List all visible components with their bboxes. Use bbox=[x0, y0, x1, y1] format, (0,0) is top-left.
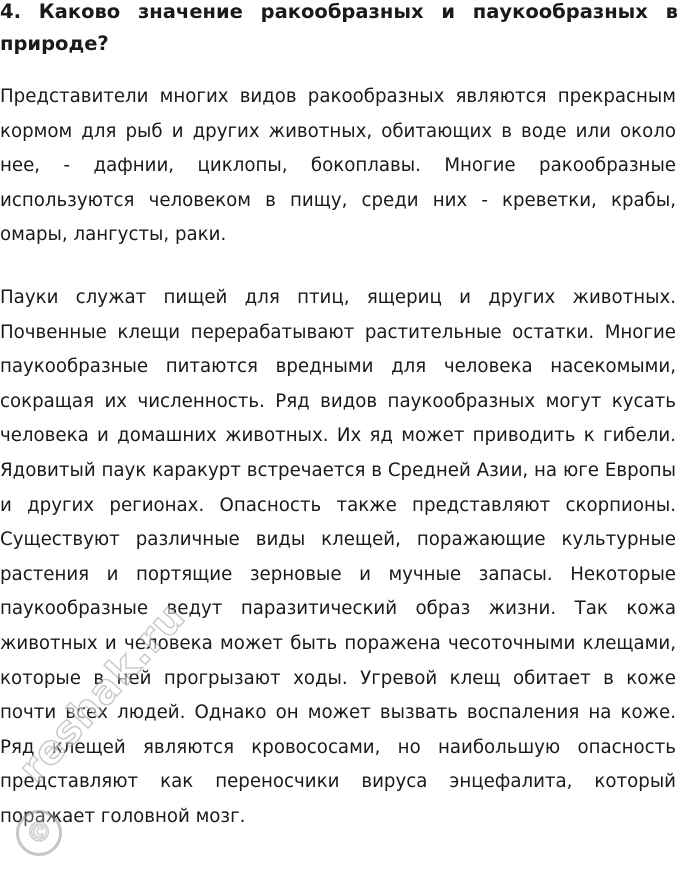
watermark-text: reshak.ru bbox=[9, 593, 195, 792]
answer-paragraph-2: Пауки служат пищей для птиц, ящериц и других животных. Почвенные клещи перерабатывают растительные остатки. Многие паукообразные питаются вредными для человека насекомыми, сокращая их численность. Ряд видов паукообразных могут кусать человека и домашних животных. Их яд может приводить к гибели. Ядовитый паук каракурт встречается в Средней Азии, на юге Европы и других регионах. Опасность также представляют скорпионы. Существуют различные виды клещей, поражающие культурные растения и портящие зерновые и мучные запасы. Некоторые паукообразные ведут паразитический образ жизни. Так кожа животных и человека может быть поражена чесоточными клещами, которые в ней прогрызают ходы. Угревой клещ обитает в коже почти всех людей. Однако он может вызвать воспаления на коже. Ряд клещей являются кровососами, но наибольшую опасность представляют как переносчики вируса энцефалита, который поражает головной мозг. bbox=[0, 287, 676, 827]
answer-paragraph-1: Представители многих видов ракообразных являются прекрасным кормом для рыб и других животных, обитающих в воде или около нее, - дафнии, циклопы, бокоплавы. Многие ракообразные используются человеком в пищу, среди них - креветки, крабы, омары, лангусты, раки. bbox=[0, 86, 676, 246]
question-heading: 4. Каково значение ракообразных и паукообразных в природе? bbox=[0, 0, 678, 55]
copyright-symbol: © bbox=[26, 818, 52, 848]
